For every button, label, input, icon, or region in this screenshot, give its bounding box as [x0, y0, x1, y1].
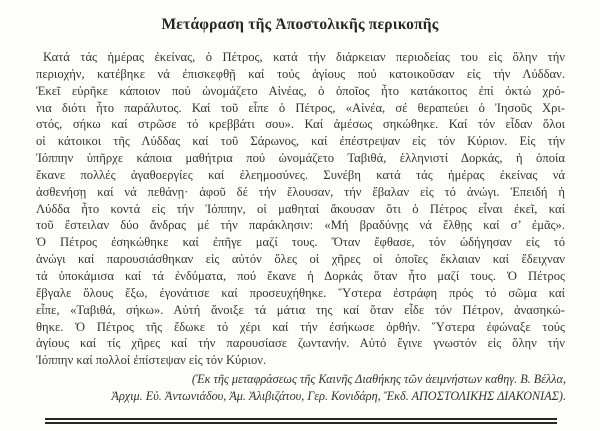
body-line: νια διότι ἦτο παράλυτος. Καί τοῦ εἶπε ὁ Πέτρος, «Αἰνέα, σέ θεραπεύει ὁ Ἰησοῦς Χρι-	[36, 100, 565, 115]
body-line: ἀσθενήσῃ καί νά πεθάνῃ· ἀφοῦ δέ τήν ἔλουσαν, τήν ἔβαλαν εἰς τό ἀνώγι. Ἐπειδή ἡ	[36, 184, 565, 199]
citation-line: (Ἐκ τῆς μεταφράσεως τῆς Καινῆς Διαθήκης τῶν ἀειμνήστων καθηγ. Β. Βέλλα,	[191, 372, 566, 386]
body-line: ἁγίους καί τίς χῆρες καί τήν παρουσίασε ζωντανήν. Αὐτό ἔγινε γνωστόν εἰς ὅλην τήν	[36, 336, 565, 351]
page-title: Μετάφραση τῆς Ἀποστολικῆς περικοπῆς	[161, 16, 439, 33]
body-line: Ὁ Πέτρος ἐσηκώθηκε καί ἐπῆγε μαζί τους. Ὅταν ἔφθασε, τόν ὡδήγησαν εἰς τό	[36, 235, 565, 250]
body-line: Ἐκεῖ εὑρῆκε κάποιον πού ὠνομάζετο Αἰνέας, ὁ ὁποῖος ἦτο κατάκοιτος ἐπί ὀκτώ χρό-	[36, 83, 565, 98]
citation-block	[36, 371, 566, 404]
body-line: Κατά τάς ἡμέρας ἐκείνας, ὁ Πέτρος, κατά τήν διάρκειαν περιοδείας του εἰς ὅλην τήν	[43, 50, 565, 64]
body-line: ἀνώγι καί παρουσιάσθηκαν εἰς αὐτόν ὅλες οἱ χῆρες οἱ ὁποῖες ἔκλαιαν καί ἔδειχναν	[36, 252, 565, 267]
body-line: Λύδδα ἦτο κοντά εἰς τήν Ἰόππην, οἱ μαθηταί ἄκουσαν ὅτι ὁ Πέτρος εἶναι ἐκεῖ, καί	[36, 201, 565, 216]
body-line: θηκε. Ὁ Πέτρος τῆς ἔδωκε τό χέρι καί τήν ἐσήκωσε ὀρθήν. Ὕστερα ἐφώναξε τούς	[36, 319, 565, 334]
body-line: Ἰόππην καί πολλοί ἐπίστεψαν εἰς τόν Κύριον.	[36, 353, 267, 368]
body-line: περιοχήν, κατέβηκε νά ἐπισκεφθῇ καί τούς ἁγίους πού κατοικοῦσαν εἰς τήν Λύδδαν.	[36, 66, 565, 81]
body-line: τοῦ ἔστειλαν δύο ἄνδρας μέ τήν παράκλησιν: «Μή βραδύνῃς νά ἔλθῃς καί σ’ ἐμᾶς».	[36, 218, 565, 233]
body-line: στός, σήκω καί στρῶσε τό κρεββάτι σου». Καί ἀμέσως σηκώθηκε. Καί τόν εἶδαν ὅλοι	[36, 117, 565, 132]
body-line: ἔκανε πολλές ἀγαθοεργίες καί ἐλεημοσύνες. Συνέβη κατά τάς ἡμέρας ἐκείνας νά	[36, 167, 565, 182]
body-line: Ἰόππην ὑπῆρχε κάποια μαθήτρια πού ὠνομάζετο Ταβιθά, ἑλληνιστί Δορκάς, ἡ ὁποία	[36, 151, 565, 166]
citation-line: Ἀρχιμ. Εὐ. Ἀντωνιάδου, Ἀμ. Ἀλιβιζάτου, Γερ. Κονιδάρη, Ἔκδ. ΑΠΟΣΤΟΛΙΚΗΣ ΔΙΑΚΟΝΙΑΣ).	[111, 388, 566, 403]
body-line: τά ὑποκάμισα καί τά ἐνδύματα, πού ἔκανε ἡ Δορκάς ὅταν ἦτο μαζί τους. Ὁ Πέτρος	[36, 268, 565, 283]
body-paragraph	[36, 49, 565, 369]
double-rule-divider	[45, 418, 557, 424]
body-line: εἶπε, «Ταβιθά, σήκω». Αὐτή ἄνοιξε τά μάτια της καί ὅταν εἶδε τόν Πέτρον, ἀνασηκώ-	[36, 302, 565, 317]
body-line: ἔβγαλε ὅλους ἔξω, ἐγονάτισε καί προσευχήθηκε. Ὕστερα ἐστράφη πρός τό σῶμα καί	[36, 285, 565, 300]
body-line: οἱ κάτοικοι τῆς Λύδδας καί τοῦ Σάρωνος, καί ἐπέστρεψαν εἰς τόν Κύριον. Εἰς τήν	[36, 134, 565, 149]
